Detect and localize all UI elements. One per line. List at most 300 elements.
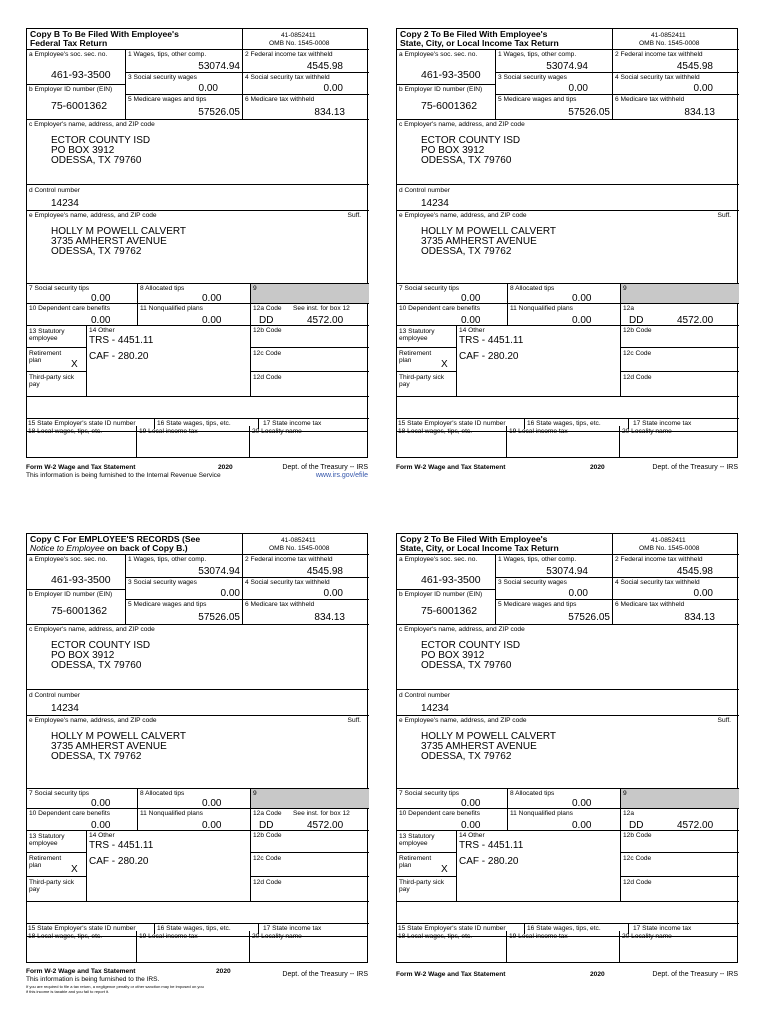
control-number: 14234 bbox=[421, 198, 449, 209]
box-5 bbox=[126, 600, 243, 625]
alloc-tips-value: 0.00 bbox=[202, 293, 222, 304]
alloc-tips-value: 0.00 bbox=[572, 798, 592, 809]
label-box2: 2 Federal income tax withheld bbox=[245, 51, 333, 58]
label-box19: 19 Local income tax bbox=[509, 428, 568, 435]
other-trs: TRS - 4451.11 bbox=[89, 335, 154, 346]
employee-address: 3735 AMHERST AVENUE bbox=[421, 236, 537, 247]
label-thirdparty: Third-party sick bbox=[399, 374, 445, 381]
label-box12d: 12d Code bbox=[623, 879, 652, 886]
box-a-ssn bbox=[397, 555, 496, 590]
omb-number: OMB No. 1545-0008 bbox=[639, 545, 700, 552]
label-box12c: 12c Code bbox=[623, 855, 652, 862]
box-12d bbox=[251, 877, 369, 902]
label-box19: 19 Local income tax bbox=[509, 933, 568, 940]
control-number: 14234 bbox=[51, 198, 79, 209]
blank-row bbox=[397, 397, 739, 419]
blank-row bbox=[27, 397, 369, 419]
box-4 bbox=[613, 578, 739, 600]
label-box14: 14 Other bbox=[459, 832, 485, 839]
dep-care-value: 0.00 bbox=[91, 820, 111, 831]
label-box1: 1 Wages, tips, other comp. bbox=[498, 51, 577, 58]
label-box7: 7 Social security tips bbox=[399, 790, 460, 797]
label-retirement: Retirement bbox=[399, 350, 432, 357]
form-title bbox=[27, 534, 243, 555]
footer-dept: Dept. of the Treasury -- IRS bbox=[652, 971, 738, 978]
label-box14: 14 Other bbox=[89, 327, 115, 334]
ss-tips-value: 0.00 bbox=[91, 293, 111, 304]
box-12d bbox=[621, 372, 739, 397]
box-19 bbox=[137, 931, 250, 963]
label-box13-employee: employee bbox=[29, 335, 58, 342]
label-pay: pay bbox=[29, 886, 40, 893]
label-e: e Employee's name, address, and ZIP code bbox=[29, 717, 157, 724]
box-7 bbox=[397, 284, 508, 304]
label-box12b: 12b Code bbox=[623, 832, 652, 839]
form-ref-number: 41-0852411 bbox=[281, 32, 316, 39]
box-12b bbox=[621, 326, 739, 348]
label-box11: 11 Nonqualified plans bbox=[510, 305, 573, 312]
box-b-ein bbox=[397, 85, 496, 120]
label-a: a Employee's soc. sec. no. bbox=[399, 51, 478, 58]
label-box12c: 12c Code bbox=[253, 350, 282, 357]
ss-wages-value: 0.00 bbox=[198, 83, 218, 94]
box-e-employee bbox=[27, 211, 369, 284]
box-e-employee bbox=[27, 716, 369, 789]
label-thirdparty: Third-party sick bbox=[399, 879, 445, 886]
box-13-retirement bbox=[27, 853, 87, 877]
box-13-retirement bbox=[397, 853, 457, 877]
ssn-value: 461-93-3500 bbox=[421, 574, 481, 586]
employee-name: HOLLY M POWELL CALVERT bbox=[51, 226, 187, 237]
box-e-employee bbox=[397, 211, 739, 284]
medicare-wages-value: 57526.05 bbox=[198, 612, 240, 623]
box-14-other bbox=[457, 326, 621, 397]
box-11 bbox=[508, 809, 621, 831]
footer-form-name: Form W-2 Wage and Tax Statement bbox=[396, 971, 506, 978]
label-box16: 16 State wages, tips, etc. bbox=[527, 925, 601, 932]
w2-copy-b-bottom bbox=[26, 426, 368, 486]
box-14-other bbox=[87, 326, 251, 397]
medicare-tax-value: 834.13 bbox=[314, 107, 345, 118]
employee-city: ODESSA, TX 79762 bbox=[421, 246, 512, 257]
label-pay: pay bbox=[399, 886, 410, 893]
code-12a: DD bbox=[259, 315, 274, 326]
box-10 bbox=[27, 304, 138, 326]
label-box12d: 12d Code bbox=[623, 374, 652, 381]
label-retirement: Retirement bbox=[399, 855, 432, 862]
label-box18: 18 Local wages, tips, etc. bbox=[28, 933, 103, 940]
label-box3: 3 Social security wages bbox=[128, 74, 197, 81]
footer-dept: Dept. of the Treasury -- IRS bbox=[282, 971, 368, 978]
box-11 bbox=[508, 304, 621, 326]
label-c: c Employer's name, address, and ZIP code bbox=[29, 626, 155, 633]
label-box12b: 12b Code bbox=[253, 832, 282, 839]
fed-tax-value: 4545.98 bbox=[306, 566, 343, 577]
box-3 bbox=[496, 578, 613, 600]
box-13-retirement bbox=[27, 348, 87, 372]
label-pay: pay bbox=[399, 381, 410, 388]
retirement-checkmark: X bbox=[441, 359, 448, 370]
box-3 bbox=[126, 578, 243, 600]
box-1 bbox=[126, 50, 243, 73]
label-box1: 1 Wages, tips, other comp. bbox=[128, 556, 207, 563]
other-caf: CAF - 280.20 bbox=[459, 351, 519, 362]
employee-city: ODESSA, TX 79762 bbox=[51, 751, 142, 762]
label-box18: 18 Local wages, tips, etc. bbox=[398, 933, 473, 940]
footer-info: This information is being furnished to the IRS. bbox=[26, 976, 160, 983]
box-1 bbox=[496, 555, 613, 578]
ss-wages-value: 0.00 bbox=[568, 588, 588, 599]
employer-name: ECTOR COUNTY ISD bbox=[421, 640, 521, 651]
footer-info: This information is being furnished to the Internal Revenue Service bbox=[26, 472, 221, 479]
label-box4: 4 Social security tax withheld bbox=[245, 579, 330, 586]
label-e: e Employee's name, address, and ZIP code bbox=[29, 212, 157, 219]
label-box12d: 12d Code bbox=[253, 879, 282, 886]
label-suff: Suff. bbox=[347, 717, 361, 724]
box-13-thirdparty bbox=[27, 372, 87, 397]
box-2 bbox=[613, 50, 739, 73]
box-3 bbox=[126, 73, 243, 95]
box-13-statutory bbox=[27, 831, 87, 853]
label-box17: 17 State income tax bbox=[633, 420, 692, 427]
box-b-ein bbox=[27, 85, 126, 120]
box-13-thirdparty bbox=[27, 877, 87, 902]
label-box3: 3 Social security wages bbox=[498, 579, 567, 586]
label-box9: 9 bbox=[253, 285, 257, 292]
alloc-tips-value: 0.00 bbox=[202, 798, 222, 809]
label-c: c Employer's name, address, and ZIP code bbox=[29, 121, 155, 128]
footer-form-name: Form W-2 Wage and Tax Statement bbox=[396, 464, 506, 471]
box-b-ein bbox=[27, 590, 126, 625]
label-box12-inst: See inst. for box 12 bbox=[293, 305, 350, 312]
box-b-ein bbox=[397, 590, 496, 625]
box-2 bbox=[243, 555, 369, 578]
label-box13-employee: employee bbox=[29, 840, 58, 847]
employer-city: ODESSA, TX 79760 bbox=[421, 155, 512, 166]
label-box19: 19 Local income tax bbox=[139, 428, 198, 435]
box-11 bbox=[138, 809, 251, 831]
label-box8: 8 Allocated tips bbox=[510, 285, 555, 292]
footer-year: 2020 bbox=[218, 464, 233, 471]
blank-row bbox=[27, 902, 369, 924]
title-line-1: Copy B To Be Filed With Employee's bbox=[30, 29, 179, 39]
box-d-control bbox=[397, 690, 739, 716]
label-d: d Control number bbox=[399, 187, 450, 194]
box-12d bbox=[251, 372, 369, 397]
box-5 bbox=[496, 600, 613, 625]
employee-name: HOLLY M POWELL CALVERT bbox=[421, 731, 557, 742]
label-box15: 15 State Employer's state ID number bbox=[398, 420, 506, 427]
box-7 bbox=[397, 789, 508, 809]
label-box1: 1 Wages, tips, other comp. bbox=[498, 556, 577, 563]
form-title bbox=[27, 29, 243, 50]
omb-box bbox=[243, 534, 369, 555]
label-d: d Control number bbox=[399, 692, 450, 699]
box-13-thirdparty bbox=[397, 877, 457, 902]
footer-url-link[interactable]: www.irs.gov/efile bbox=[315, 472, 368, 479]
label-b: b Employer ID number (EIN) bbox=[29, 591, 113, 598]
form-title bbox=[397, 534, 613, 555]
label-retirement: Retirement bbox=[29, 350, 62, 357]
amount-12a: 4572.00 bbox=[307, 820, 344, 831]
box-a-ssn bbox=[397, 50, 496, 85]
label-box11: 11 Nonqualified plans bbox=[140, 305, 203, 312]
employer-name: ECTOR COUNTY ISD bbox=[421, 135, 521, 146]
employer-city: ODESSA, TX 79760 bbox=[51, 660, 142, 671]
label-box4: 4 Social security tax withheld bbox=[615, 579, 700, 586]
box-11 bbox=[138, 304, 251, 326]
box-12c bbox=[621, 853, 739, 877]
nonqual-value: 0.00 bbox=[202, 820, 222, 831]
title-line-1: Copy C For EMPLOYEE'S RECORDS (See bbox=[30, 534, 201, 544]
label-box8: 8 Allocated tips bbox=[510, 790, 555, 797]
other-trs: TRS - 4451.11 bbox=[459, 335, 524, 346]
label-box11: 11 Nonqualified plans bbox=[510, 810, 573, 817]
box-8 bbox=[138, 789, 251, 809]
box-13-statutory bbox=[397, 326, 457, 348]
label-c: c Employer's name, address, and ZIP code bbox=[399, 626, 525, 633]
label-box13: 13 Statutory bbox=[29, 328, 65, 335]
code-12a: DD bbox=[629, 315, 644, 326]
label-box16: 16 State wages, tips, etc. bbox=[157, 925, 231, 932]
label-box2: 2 Federal income tax withheld bbox=[615, 556, 703, 563]
label-box15: 15 State Employer's state ID number bbox=[28, 925, 136, 932]
form-ref-number: 41-0852411 bbox=[281, 537, 316, 544]
label-box12b: 12b Code bbox=[253, 327, 282, 334]
label-retirement: Retirement bbox=[29, 855, 62, 862]
title-line-2: Federal Tax Return bbox=[30, 38, 108, 48]
box-12c bbox=[251, 348, 369, 372]
label-box20: 20 Locality name bbox=[622, 428, 672, 435]
label-box13: 13 Statutory bbox=[399, 328, 435, 335]
label-box10: 10 Dependent care benefits bbox=[399, 810, 481, 817]
label-box12a: 12a Code bbox=[253, 810, 282, 817]
label-box11: 11 Nonqualified plans bbox=[140, 810, 203, 817]
ein-value: 75-6001362 bbox=[51, 100, 108, 112]
wages-value: 53074.94 bbox=[198, 61, 240, 72]
box-4 bbox=[243, 578, 369, 600]
box-12c bbox=[251, 853, 369, 877]
title-line-1: Copy 2 To Be Filed With Employee's bbox=[400, 534, 548, 544]
form-ref-number: 41-0852411 bbox=[651, 537, 686, 544]
other-trs: TRS - 4451.11 bbox=[89, 840, 154, 851]
box-12d bbox=[621, 877, 739, 902]
label-suff: Suff. bbox=[717, 212, 731, 219]
box-18 bbox=[26, 931, 137, 963]
employee-city: ODESSA, TX 79762 bbox=[51, 246, 142, 257]
label-box10: 10 Dependent care benefits bbox=[399, 305, 481, 312]
nonqual-value: 0.00 bbox=[572, 315, 592, 326]
control-number: 14234 bbox=[51, 703, 79, 714]
amount-12a: 4572.00 bbox=[677, 820, 714, 831]
label-box13-employee: employee bbox=[399, 335, 428, 342]
label-box12b: 12b Code bbox=[623, 327, 652, 334]
box-10 bbox=[397, 809, 508, 831]
label-box10: 10 Dependent care benefits bbox=[29, 305, 111, 312]
ss-tax-value: 0.00 bbox=[323, 588, 343, 599]
code-12a: DD bbox=[629, 820, 644, 831]
other-caf: CAF - 280.20 bbox=[89, 856, 149, 867]
box-c-employer bbox=[397, 625, 739, 690]
label-box16: 16 State wages, tips, etc. bbox=[527, 420, 601, 427]
box-19 bbox=[507, 426, 620, 458]
label-d: d Control number bbox=[29, 187, 80, 194]
box-a-ssn bbox=[27, 50, 126, 85]
employer-address: PO BOX 3912 bbox=[421, 145, 485, 156]
w2-copy-2-top-bottom bbox=[396, 426, 738, 486]
label-box16: 16 State wages, tips, etc. bbox=[157, 420, 231, 427]
medicare-wages-value: 57526.05 bbox=[198, 107, 240, 118]
footer-dept: Dept. of the Treasury -- IRS bbox=[282, 464, 368, 471]
label-box3: 3 Social security wages bbox=[128, 579, 197, 586]
label-box17: 17 State income tax bbox=[263, 420, 322, 427]
employee-name: HOLLY M POWELL CALVERT bbox=[421, 226, 557, 237]
ssn-value: 461-93-3500 bbox=[51, 69, 111, 81]
box-7 bbox=[27, 789, 138, 809]
box-6 bbox=[243, 95, 369, 120]
label-box12a: 12a Code bbox=[253, 305, 282, 312]
fed-tax-value: 4545.98 bbox=[676, 566, 713, 577]
ss-tips-value: 0.00 bbox=[461, 798, 481, 809]
label-thirdparty: Third-party sick bbox=[29, 374, 75, 381]
label-box14: 14 Other bbox=[459, 327, 485, 334]
label-box14: 14 Other bbox=[89, 832, 115, 839]
label-box12a: 12a bbox=[623, 305, 635, 312]
title-line-1: Copy 2 To Be Filed With Employee's bbox=[400, 29, 548, 39]
ss-tax-value: 0.00 bbox=[693, 83, 713, 94]
label-box8: 8 Allocated tips bbox=[140, 285, 185, 292]
footer-year: 2020 bbox=[216, 968, 231, 975]
employer-address: PO BOX 3912 bbox=[421, 650, 485, 661]
w2-copy-b bbox=[26, 28, 368, 438]
other-caf: CAF - 280.20 bbox=[459, 856, 519, 867]
label-suff: Suff. bbox=[347, 212, 361, 219]
employee-address: 3735 AMHERST AVENUE bbox=[51, 741, 167, 752]
label-c: c Employer's name, address, and ZIP code bbox=[399, 121, 525, 128]
nonqual-value: 0.00 bbox=[202, 315, 222, 326]
box-12a bbox=[621, 304, 739, 326]
label-box6: 6 Medicare tax withheld bbox=[245, 96, 315, 103]
box-9 bbox=[251, 789, 369, 809]
label-a: a Employee's soc. sec. no. bbox=[29, 51, 108, 58]
box-12a bbox=[251, 809, 369, 831]
label-box2: 2 Federal income tax withheld bbox=[615, 51, 703, 58]
label-box3: 3 Social security wages bbox=[498, 74, 567, 81]
box-c-employer bbox=[27, 120, 369, 185]
other-caf: CAF - 280.20 bbox=[89, 351, 149, 362]
label-box6: 6 Medicare tax withheld bbox=[615, 601, 685, 608]
medicare-tax-value: 834.13 bbox=[314, 612, 345, 623]
box-10 bbox=[27, 809, 138, 831]
label-box9: 9 bbox=[253, 790, 257, 797]
box-12b bbox=[621, 831, 739, 853]
ss-tax-value: 0.00 bbox=[323, 83, 343, 94]
omb-number: OMB No. 1545-0008 bbox=[269, 545, 330, 552]
title-line-2: Notice to Employee on back of Copy B.) bbox=[30, 543, 188, 553]
blank-row bbox=[397, 902, 739, 924]
box-12b bbox=[251, 831, 369, 853]
retirement-checkmark: X bbox=[441, 864, 448, 875]
employer-name: ECTOR COUNTY ISD bbox=[51, 135, 151, 146]
employer-address: PO BOX 3912 bbox=[51, 145, 115, 156]
fed-tax-value: 4545.98 bbox=[306, 61, 343, 72]
label-plan: plan bbox=[29, 862, 42, 869]
form-title bbox=[397, 29, 613, 50]
label-thirdparty: Third-party sick bbox=[29, 879, 75, 886]
label-box18: 18 Local wages, tips, etc. bbox=[398, 428, 473, 435]
box-1 bbox=[126, 555, 243, 578]
box-13-statutory bbox=[397, 831, 457, 853]
employee-name: HOLLY M POWELL CALVERT bbox=[51, 731, 187, 742]
retirement-checkmark: X bbox=[71, 864, 78, 875]
label-box13: 13 Statutory bbox=[399, 833, 435, 840]
label-box12c: 12c Code bbox=[623, 350, 652, 357]
label-box17: 17 State income tax bbox=[263, 925, 322, 932]
label-box19: 19 Local income tax bbox=[139, 933, 198, 940]
dep-care-value: 0.00 bbox=[461, 820, 481, 831]
w2-copy-2-bottom bbox=[396, 533, 738, 943]
retirement-checkmark: X bbox=[71, 359, 78, 370]
label-box15: 15 State Employer's state ID number bbox=[398, 925, 506, 932]
label-box7: 7 Social security tips bbox=[399, 285, 460, 292]
label-a: a Employee's soc. sec. no. bbox=[29, 556, 108, 563]
label-box6: 6 Medicare tax withheld bbox=[615, 96, 685, 103]
wages-value: 53074.94 bbox=[546, 61, 588, 72]
employer-city: ODESSA, TX 79760 bbox=[51, 155, 142, 166]
box-18 bbox=[396, 931, 507, 963]
box-12a bbox=[621, 809, 739, 831]
ein-value: 75-6001362 bbox=[421, 100, 478, 112]
box-5 bbox=[496, 95, 613, 120]
w2-copy-2-bottom-bottom bbox=[396, 931, 738, 991]
omb-box bbox=[243, 29, 369, 50]
label-e: e Employee's name, address, and ZIP code bbox=[399, 717, 527, 724]
amount-12a: 4572.00 bbox=[677, 315, 714, 326]
label-box17: 17 State income tax bbox=[633, 925, 692, 932]
label-box5: 5 Medicare wages and tips bbox=[498, 96, 577, 103]
medicare-tax-value: 834.13 bbox=[684, 612, 715, 623]
title-line-2: State, City, or Local Income Tax Return bbox=[400, 38, 559, 48]
label-plan: plan bbox=[399, 862, 412, 869]
box-13-statutory bbox=[27, 326, 87, 348]
medicare-wages-value: 57526.05 bbox=[568, 107, 610, 118]
label-box10: 10 Dependent care benefits bbox=[29, 810, 111, 817]
box-a-ssn bbox=[27, 555, 126, 590]
wages-value: 53074.94 bbox=[546, 566, 588, 577]
code-12a: DD bbox=[259, 820, 274, 831]
box-13-retirement bbox=[397, 348, 457, 372]
employer-name: ECTOR COUNTY ISD bbox=[51, 640, 151, 651]
box-9 bbox=[621, 284, 739, 304]
medicare-wages-value: 57526.05 bbox=[568, 612, 610, 623]
box-6 bbox=[243, 600, 369, 625]
label-box2: 2 Federal income tax withheld bbox=[245, 556, 333, 563]
label-box9: 9 bbox=[623, 285, 627, 292]
dep-care-value: 0.00 bbox=[461, 315, 481, 326]
label-a: a Employee's soc. sec. no. bbox=[399, 556, 478, 563]
label-suff: Suff. bbox=[717, 717, 731, 724]
label-box18: 18 Local wages, tips, etc. bbox=[28, 428, 103, 435]
box-20 bbox=[620, 426, 738, 458]
employee-city: ODESSA, TX 79762 bbox=[421, 751, 512, 762]
box-4 bbox=[243, 73, 369, 95]
label-box5: 5 Medicare wages and tips bbox=[128, 96, 207, 103]
amount-12a: 4572.00 bbox=[307, 315, 344, 326]
box-18 bbox=[396, 426, 507, 458]
label-b: b Employer ID number (EIN) bbox=[29, 86, 113, 93]
box-6 bbox=[613, 600, 739, 625]
box-10 bbox=[397, 304, 508, 326]
